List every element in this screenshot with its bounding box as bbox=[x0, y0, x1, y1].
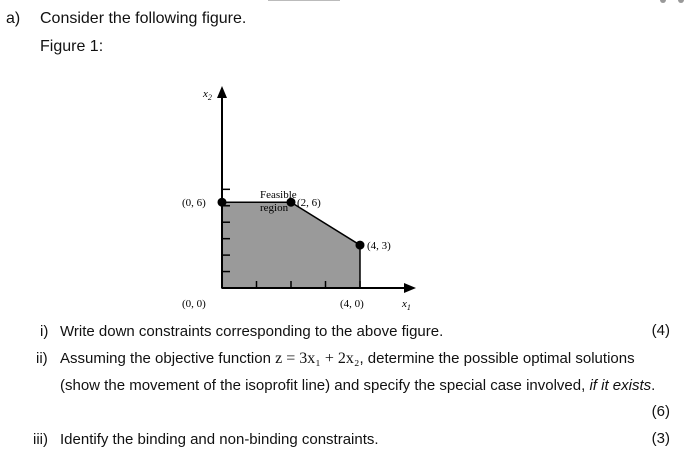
y-axis-label: $x_2$ bbox=[203, 88, 212, 102]
subquestion-ii-marks: (6) bbox=[651, 403, 670, 420]
subquestion-i-number: i) bbox=[40, 323, 49, 340]
corner-point bbox=[218, 198, 227, 207]
subquestion-ii-text-before: Assuming the objective function bbox=[60, 350, 271, 367]
subquestion-ii-line1 bbox=[60, 349, 635, 369]
question-intro: Consider the following figure. bbox=[40, 10, 247, 27]
region-label-line1: Feasible bbox=[260, 189, 297, 201]
corner-point-label: (0, 0) bbox=[182, 298, 206, 310]
objective-function-formula: z = 3x₁ + 2x₂ bbox=[275, 350, 360, 367]
subquestion-ii-line2-text: (show the movement of the isoprofit line) and specify the special case involved, bbox=[60, 377, 586, 394]
region-label-line2: region bbox=[260, 202, 289, 214]
feasible-region bbox=[222, 202, 360, 288]
corner-mark bbox=[678, 0, 684, 3]
subquestion-i-marks: (4) bbox=[651, 322, 670, 339]
corner-mark bbox=[660, 0, 666, 3]
corner-point-label: (4, 3) bbox=[367, 240, 391, 253]
subquestion-ii-line2 bbox=[60, 376, 655, 396]
subquestion-ii-period: . bbox=[651, 377, 656, 394]
figure-caption: Figure 1: bbox=[40, 38, 104, 55]
corner-point-label: (4, 0) bbox=[340, 298, 364, 310]
top-divider bbox=[268, 0, 340, 1]
subquestion-ii-number: ii) bbox=[36, 350, 48, 367]
corner-point bbox=[356, 241, 365, 250]
subquestion-ii-text-after: , determine the possible optimal solutions bbox=[359, 350, 635, 367]
feasible-region-figure bbox=[170, 80, 430, 310]
subquestion-ii-italic: if it exists bbox=[589, 377, 652, 394]
corner-point-label: (0, 6) bbox=[182, 197, 206, 210]
subquestion-iii-number: iii) bbox=[33, 431, 48, 448]
subquestion-iii-text: Identify the binding and non-binding constraints. bbox=[60, 431, 379, 448]
subquestion-iii-marks: (3) bbox=[651, 430, 670, 447]
x-axis-label: $x_1$ bbox=[402, 298, 411, 310]
question-label: a) bbox=[6, 10, 21, 27]
corner-point-label: (2, 6) bbox=[297, 197, 321, 210]
subquestion-i-text: Write down constraints corresponding to the above figure. bbox=[60, 323, 444, 340]
x-axis-arrow bbox=[404, 283, 416, 293]
y-axis-arrow bbox=[217, 86, 227, 98]
